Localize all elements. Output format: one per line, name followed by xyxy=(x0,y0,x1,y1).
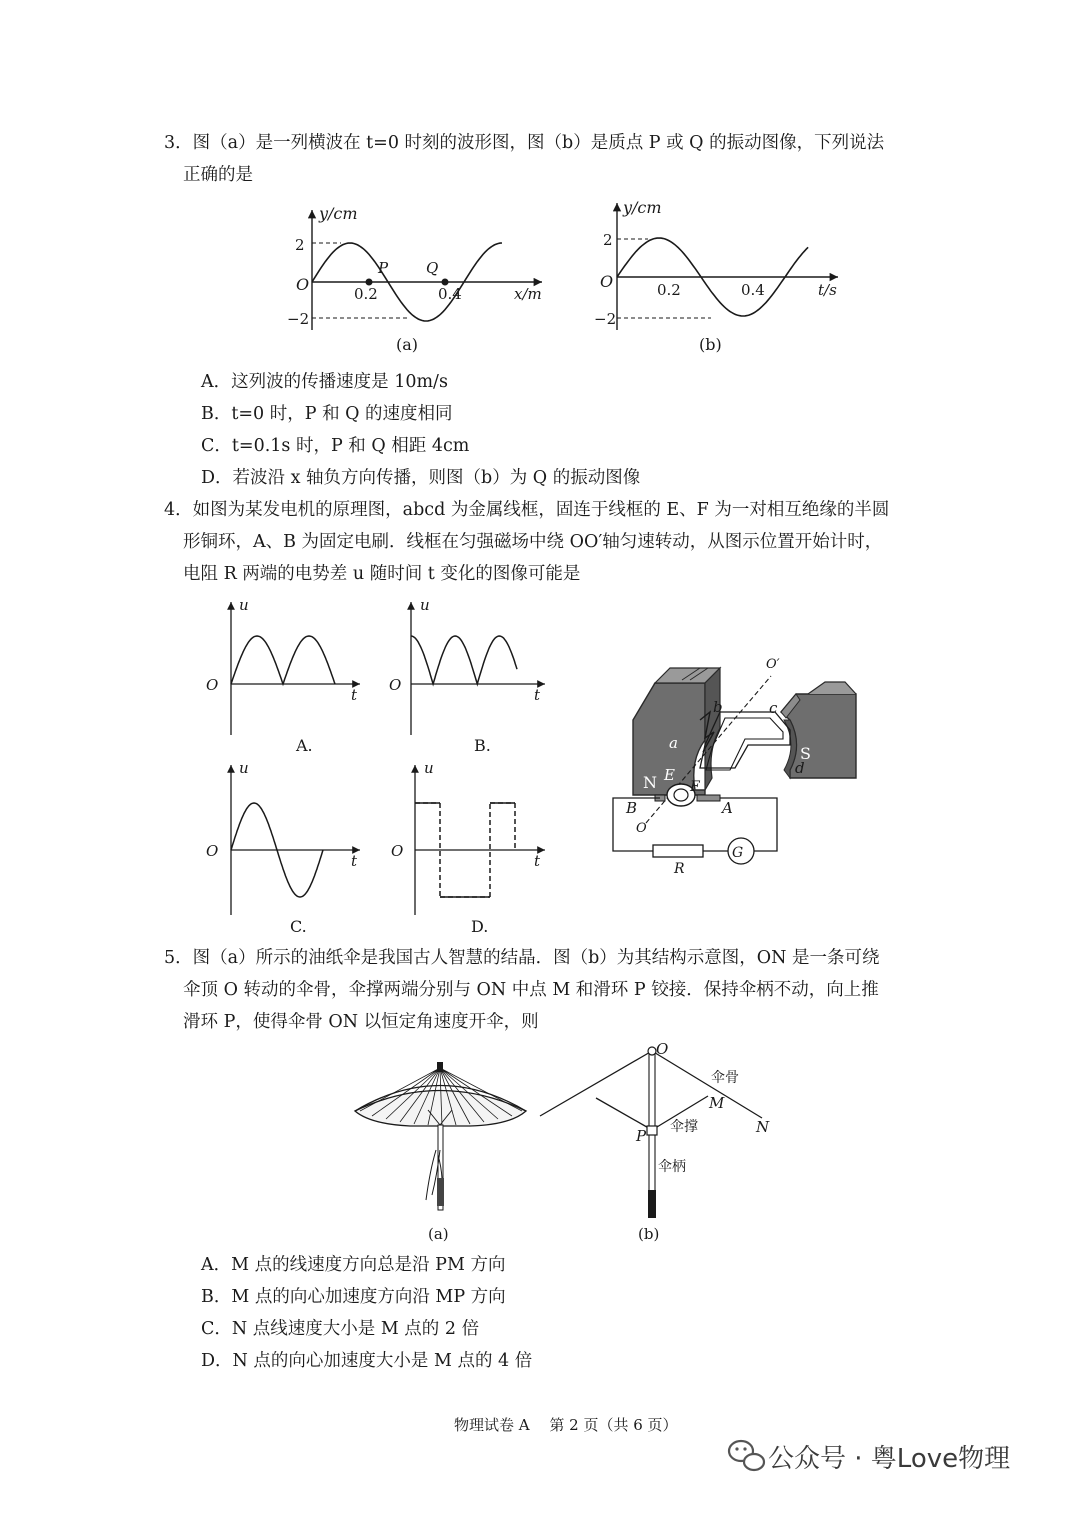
q3a-tick-2: 0.4 xyxy=(438,285,462,303)
coil-label-b: b xyxy=(713,698,723,716)
q4-stem-line2: 形铜环，A、B 为固定电刷．线框在匀强磁场中绕 OO′轴匀速转动，从图示位置开始计时， xyxy=(183,532,883,552)
axis-label-o: O xyxy=(636,821,647,836)
coil-label-c: c xyxy=(769,699,778,717)
watermark-text: 公众号 · 粤Love物理 xyxy=(768,1444,1011,1474)
brush-label-a: A xyxy=(722,799,733,817)
q5-option-a: A．M 点的线速度方向总是沿 PM 方向 xyxy=(201,1255,506,1275)
q5-option-b: B．M 点的向心加速度方向沿 MP 方向 xyxy=(201,1287,506,1307)
q3-option-b: B．t=0 时，P 和 Q 的速度相同 xyxy=(201,404,453,424)
q3a-label-p: P xyxy=(378,259,389,277)
q5b-label-handle: 伞柄 xyxy=(658,1159,686,1175)
brush-label-b: B xyxy=(626,799,638,817)
page-footer: 物理试卷 A 第 2 页（共 6 页） xyxy=(454,1416,678,1434)
q4-stem-line1: 4．如图为某发电机的原理图，abcd 为金属线框，固连于线框的 E、F 为一对相互绝缘的半圆 xyxy=(164,500,890,520)
q3b-yneg: −2 xyxy=(594,310,617,328)
q4-stem-line3: 电阻 R 两端的电势差 u 随时间 t 变化的图像可能是 xyxy=(183,564,581,584)
q4c-origin: O xyxy=(206,842,219,860)
q3a-tick-1: 0.2 xyxy=(354,285,378,303)
q5b-caption: (b) xyxy=(638,1225,660,1243)
q4a-caption: A. xyxy=(296,736,313,755)
q3-stem-line2: 正确的是 xyxy=(183,165,253,185)
q4a-t-label: t xyxy=(351,686,358,704)
q5-option-c: C．N 点线速度大小是 M 点的 2 倍 xyxy=(201,1319,480,1339)
q3a-ypos: 2 xyxy=(295,236,305,254)
q5b-label-p: P xyxy=(636,1127,647,1145)
q5-stem-line1: 5．图（a）所示的油纸伞是我国古人智慧的结晶．图（b）为其结构示意图，ON 是一条可绕 xyxy=(164,948,880,968)
q5b-label-m: M xyxy=(709,1094,725,1112)
q4d-origin: O xyxy=(391,842,404,860)
q5b-label-strut: 伞撑 xyxy=(670,1119,698,1135)
q3b-caption: (b) xyxy=(699,335,722,354)
q4b-u-label: u xyxy=(420,596,430,614)
q4a-u-label: u xyxy=(239,596,249,614)
q3a-origin: O xyxy=(296,275,310,294)
q3-option-a: A．这列波的传播速度是 10m/s xyxy=(201,372,448,392)
q3-stem-line1: 3．图（a）是一列横波在 t=0 时刻的波形图，图（b）是质点 P 或 Q 的振动图像，下列说法 xyxy=(164,133,885,153)
q4c-u-label: u xyxy=(239,759,249,777)
q3-option-d: D．若波沿 x 轴负方向传播，则图（b）为 Q 的振动图像 xyxy=(201,468,641,488)
q5-stem-line2: 伞顶 O 转动的伞骨，伞撑两端分别与 ON 中点 M 和滑环 P 铰接．保持伞柄不动，向上推 xyxy=(183,980,879,1000)
q4d-t-label: t xyxy=(534,852,541,870)
q3a-label-q: Q xyxy=(426,259,439,277)
q4d-caption: D. xyxy=(471,917,489,936)
q4c-caption: C. xyxy=(290,917,307,936)
q4b-origin: O xyxy=(389,676,402,694)
q5-stem-line3: 滑环 P，使得伞骨 ON 以恒定角速度开伞，则 xyxy=(183,1012,539,1032)
q5-option-d: D．N 点的向心加速度大小是 M 点的 4 倍 xyxy=(201,1351,533,1371)
q5b-label-n: N xyxy=(756,1118,770,1136)
galvanometer-label: G xyxy=(732,845,744,861)
q4b-t-label: t xyxy=(534,686,541,704)
q5b-label-rib: 伞骨 xyxy=(711,1070,739,1086)
q3b-tick-2: 0.4 xyxy=(741,281,765,299)
ring-label-f: F xyxy=(690,779,700,795)
q5a-caption: (a) xyxy=(428,1225,449,1243)
q3a-caption: (a) xyxy=(396,335,419,354)
magnet-s-label: S xyxy=(800,744,811,763)
q3-option-c: C．t=0.1s 时，P 和 Q 相距 4cm xyxy=(201,436,470,456)
q3a-yneg: −2 xyxy=(287,310,310,328)
wechat-icon xyxy=(729,1441,764,1470)
q4a-origin: O xyxy=(206,676,219,694)
q5b-label-o: O xyxy=(656,1040,669,1058)
magnet-n-label: N xyxy=(643,773,657,792)
q3b-ylabel: y/cm xyxy=(623,198,662,217)
ring-label-e: E xyxy=(664,766,675,784)
q3b-ypos: 2 xyxy=(603,231,613,249)
axis-label-o-prime: O′ xyxy=(766,657,780,672)
q3a-xlabel: x/m xyxy=(514,285,542,303)
q3b-xlabel: t/s xyxy=(818,281,837,299)
coil-label-d: d xyxy=(795,759,805,777)
q3a-ylabel: y/cm xyxy=(319,204,358,223)
coil-label-a: a xyxy=(669,734,678,752)
q4b-caption: B. xyxy=(474,736,491,755)
resistor-label: R xyxy=(674,861,685,877)
q4c-t-label: t xyxy=(351,852,358,870)
q3b-tick-1: 0.2 xyxy=(657,281,681,299)
q3b-origin: O xyxy=(600,272,614,291)
q4d-u-label: u xyxy=(424,759,434,777)
